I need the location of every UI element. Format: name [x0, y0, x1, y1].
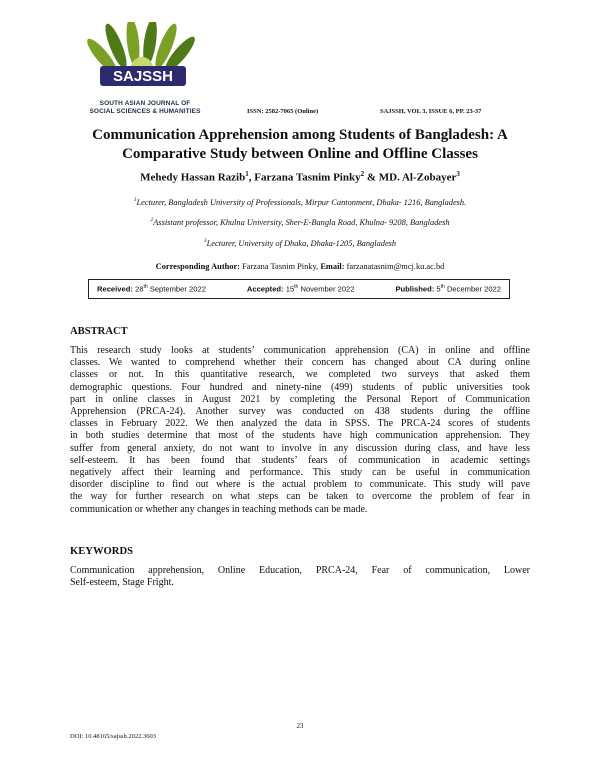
published-label: Published: — [395, 284, 435, 294]
affiliation-text: Assistant professor, Khulna University, Sher-E-Bangla Road, Khulna- 9208, Bangladesh — [153, 217, 450, 227]
author-sup: 2 — [360, 170, 365, 178]
affiliation-sup: 2 — [150, 217, 154, 223]
paper-title — [40, 126, 560, 164]
sajssh-logo-icon — [78, 22, 212, 104]
author-name: Farzana Tasnim Pinky — [254, 171, 361, 184]
received-day: 28 — [135, 284, 144, 294]
corresponding-label: Corresponding Author: — [155, 262, 240, 271]
accepted-suffix: th — [294, 284, 299, 291]
abstract-body — [70, 345, 530, 516]
keywords-line: Self-esteem, Stage Fright. — [70, 577, 174, 589]
author-sep: & — [364, 171, 379, 184]
author-name: Mehedy Hassan Razib — [140, 171, 246, 184]
received-label: Received: — [97, 284, 133, 294]
abstract-line: classes or not. In this quantitative research, we completed two surveys that asked them — [70, 369, 530, 381]
accepted-rest: November 2022 — [300, 284, 355, 294]
author-sep: , — [248, 171, 255, 184]
abstract-line: suffer from general anxiety, do not want to involve in any discussion during class, and have less — [70, 442, 530, 454]
received-rest: September 2022 — [149, 284, 206, 294]
affiliation-text: Lecturer, Bangladesh University of Professionals, Mirpur Cantonment, Dhaka- 1216, Bangladesh. — [136, 197, 467, 207]
keywords-heading: KEYWORDS — [70, 546, 133, 557]
abstract-line: the way for further research on what steps can be taken to overcome the problem of fear in — [70, 491, 530, 503]
published-day: 5 — [436, 284, 441, 294]
abstract-line: part in online classes in August 2021 by completing the Personal Report of Communication — [70, 393, 530, 405]
accepted-date — [247, 284, 355, 294]
abstract-line: in both studies determine that most of the students have high communication apprehension. They — [70, 430, 530, 442]
logo-text: SAJSSH — [112, 68, 174, 85]
abstract-line: Apprehension (PRCA-24). Another survey was conducted on 438 students during the offline — [70, 406, 530, 418]
abstract-line: classes in February 2022. We then analyzed the data in SPSS. The PRCA-24 scores of students — [70, 418, 530, 430]
affiliation — [40, 197, 560, 207]
author-sup: 3 — [456, 170, 460, 178]
journal-name-line1: SOUTH ASIAN JOURNAL OF — [99, 100, 191, 107]
affiliation — [40, 217, 560, 227]
abstract-heading: ABSTRACT — [70, 326, 128, 337]
corresponding-name: Farzana Tasnim Pinky — [242, 262, 317, 271]
abstract-line: communication or whether any changes in teaching methods can be made. — [70, 503, 368, 515]
abstract-line: This research study looks at students’ communication apprehension (CA) in online and offline — [70, 345, 530, 356]
abstract-line: negatively affect their learning and performance. This study can be useful in communication — [70, 467, 530, 479]
affiliation-sup: 1 — [133, 197, 137, 203]
abstract-line: self-esteem. It has been found that students’ fears of communication in academic settings — [70, 454, 530, 466]
published-rest: December 2022 — [446, 284, 501, 294]
keywords-line: Communication apprehension, Online Education, PRCA-24, Fear of communication, Lower — [70, 565, 530, 576]
accepted-day: 15 — [285, 284, 295, 294]
journal-name-line2: SOCIAL SCIENCES & HUMANITIES — [89, 108, 201, 115]
issn: ISSN: 2582-7065 (Online) — [247, 108, 319, 115]
volume-info: SAJSSH, VOL 3, ISSUE 6, PP. 23-37 — [380, 108, 482, 115]
published-date — [395, 284, 501, 294]
affiliation-sup: 3 — [203, 238, 207, 244]
received-date — [97, 284, 206, 294]
title-line-2: Comparative Study between Online and Offline Classes — [122, 146, 478, 162]
keywords-body — [70, 565, 530, 589]
doi-link[interactable]: DOI: 10.48165/sajssh.2022.3603 — [70, 733, 156, 740]
author-list — [40, 170, 560, 184]
abstract-line: classes. We wanted to comprehend whether their concern has changed about CA during online — [70, 357, 530, 369]
abstract-line: disorder discipline to find out where is the actual problem to communicate. This study will pave — [70, 479, 530, 491]
affiliation-text: Lecturer, University of Dhaka, Dhaka-1205, Bangladesh — [206, 238, 397, 248]
author-name: MD. Al-Zobayer — [378, 171, 457, 184]
received-suffix: th — [143, 284, 148, 291]
email-label: Email: — [320, 262, 345, 271]
affiliation — [40, 238, 560, 248]
dates-box — [88, 279, 510, 299]
email-link[interactable]: farzanatasnim@mcj.ku.ac.bd — [346, 262, 445, 271]
page-number: 23 — [296, 722, 304, 730]
corresponding-author: Corresponding Author: Farzana Tasnim Pinky, Email: farzanatasnim@mcj.ku.ac.bd — [155, 262, 445, 271]
author-sup: 1 — [245, 170, 249, 178]
accepted-label: Accepted: — [246, 284, 284, 294]
abstract-line: demographic questions. Four hundred and ninety-nine (499) students of public universities took — [70, 381, 530, 393]
title-line-1: Communication Apprehension among Students of Bangladesh: A — [92, 127, 508, 143]
published-suffix: th — [440, 284, 445, 291]
